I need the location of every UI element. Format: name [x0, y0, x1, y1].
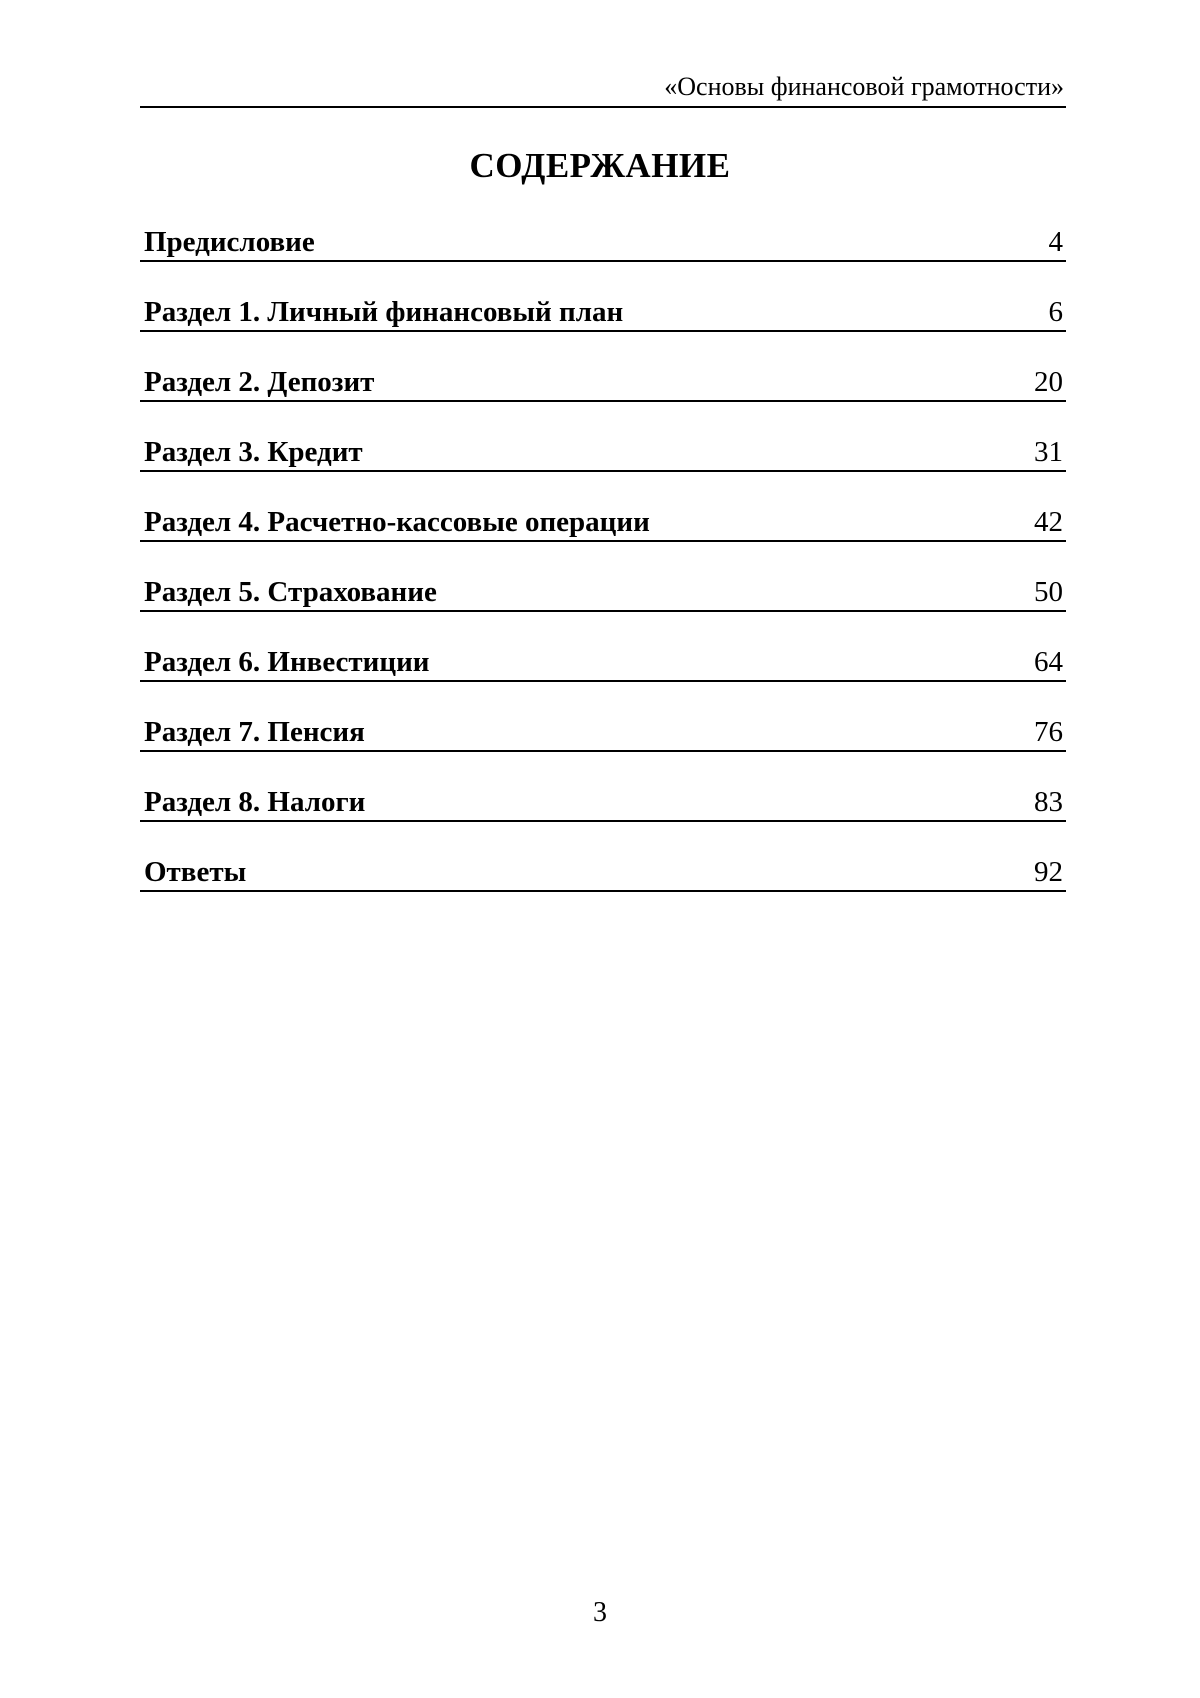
toc-entry-title: Раздел 4. Расчетно-кассовые операции [144, 506, 650, 538]
toc-entry-section-8[interactable] [140, 778, 1066, 822]
running-header [140, 68, 1066, 108]
page-number: 3 [593, 1597, 607, 1628]
toc-entry-page-number: 6 [1048, 296, 1063, 328]
toc-entry-title: Раздел 5. Страхование [144, 576, 437, 608]
toc-heading: СОДЕРЖАНИЕ [469, 146, 731, 185]
toc-entry-title: Предисловие [144, 226, 315, 258]
toc-entry-section-3[interactable] [140, 428, 1066, 472]
toc-entry-page-number: 31 [1034, 436, 1063, 468]
toc-entry-title: Раздел 3. Кредит [144, 436, 363, 468]
toc-entry-page-number: 64 [1034, 646, 1063, 678]
toc-entry-page-number: 50 [1034, 576, 1063, 608]
toc-entry-section-6[interactable] [140, 638, 1066, 682]
toc-entry-answers[interactable] [140, 848, 1066, 892]
toc-entry-section-2[interactable] [140, 358, 1066, 402]
toc-entry-title: Раздел 6. Инвестиции [144, 646, 430, 678]
toc-entry-page-number: 83 [1034, 786, 1063, 818]
toc-entry-title: Ответы [144, 856, 247, 888]
toc-entry-section-5[interactable] [140, 568, 1066, 612]
toc-entry-title: Раздел 2. Депозит [144, 366, 375, 398]
toc-entry-title: Раздел 8. Налоги [144, 786, 366, 818]
toc-entry-section-1[interactable] [140, 288, 1066, 332]
toc-entry-page-number: 20 [1034, 366, 1063, 398]
running-header-title: «Основы финансовой грамотности» [664, 72, 1064, 101]
toc-entry-page-number: 76 [1034, 716, 1063, 748]
toc-entry-section-7[interactable] [140, 708, 1066, 752]
toc-entry-section-4[interactable] [140, 498, 1066, 542]
toc-entry-page-number: 4 [1048, 226, 1063, 258]
toc-entry-title: Раздел 1. Личный финансовый план [144, 296, 624, 328]
toc-entry-page-number: 42 [1034, 506, 1063, 538]
toc-entry-page-number: 92 [1034, 856, 1063, 888]
toc-entry-preface[interactable] [140, 218, 1066, 262]
toc-entry-title: Раздел 7. Пенсия [144, 716, 365, 748]
